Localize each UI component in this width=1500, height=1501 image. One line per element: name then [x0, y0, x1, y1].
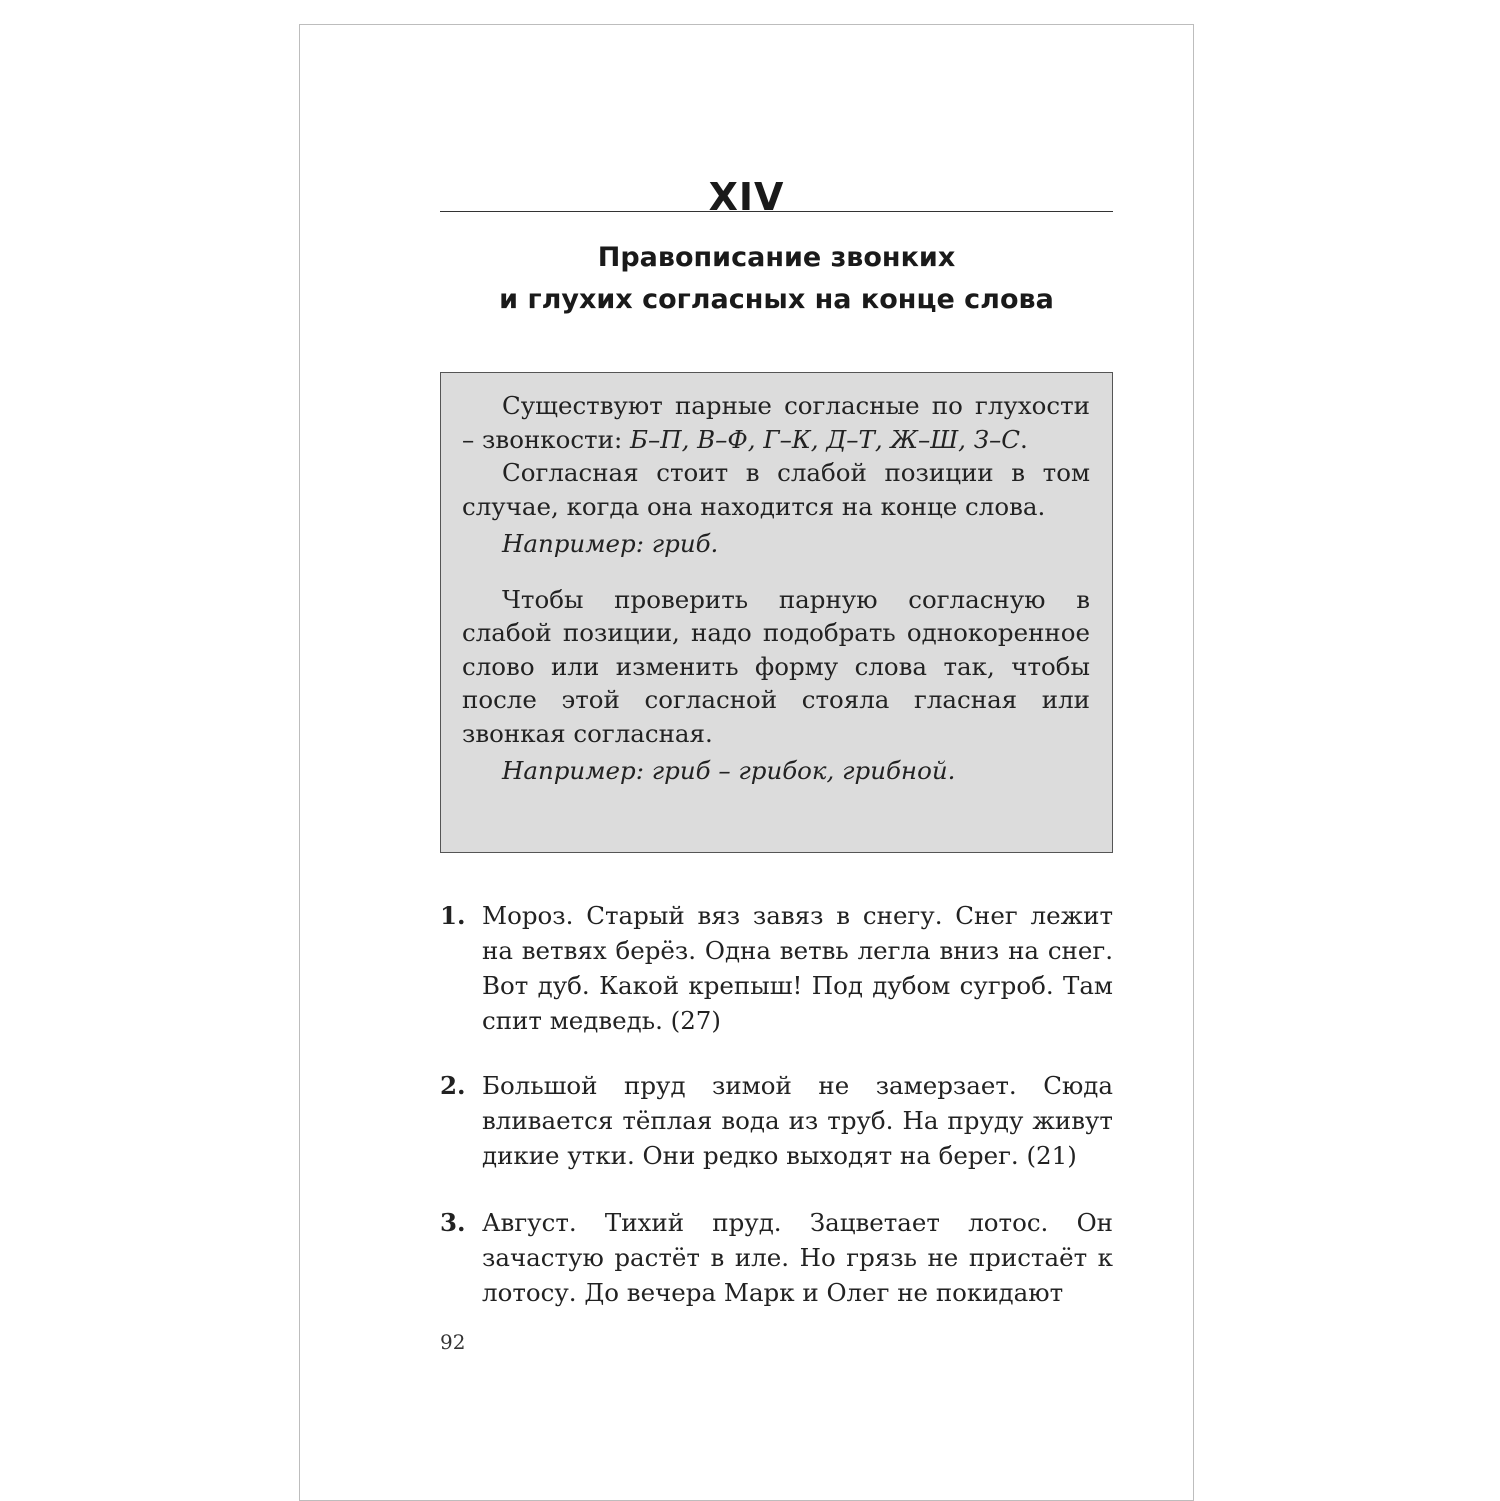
rule-paragraph-3: Чтобы проверить парную согласную в слабой позиции, надо подобрать однокоренное слово или изменить форму слова так, чтобы после этой согласной стояла гласная или звонкая согласная.	[462, 584, 1090, 748]
exercise-2	[440, 1068, 1113, 1173]
exercise-text: Август. Тихий пруд. Зацветает лотос. Он зачастую растёт в иле. Но грязь не пристаёт к лотосу. До вечера Марк и Олег не покидают	[482, 1208, 1113, 1307]
rule-paragraph-1	[462, 389, 1090, 456]
exercise-text: Большой пруд зимой не замерзает. Сюда вливается тёплая вода из труб. На пруду живут дикие утки. Они редко выходят на берег. (21)	[482, 1071, 1113, 1170]
chapter-title	[440, 237, 1113, 321]
chapter-divider	[440, 211, 1113, 212]
rule-example-1: Например: гриб.	[502, 529, 719, 558]
rule-paragraph-1-end: .	[1020, 424, 1028, 454]
exercise-3	[440, 1205, 1113, 1310]
rule-paragraph-2: Согласная стоит в слабой позиции в том случае, когда она находится на конце слова.	[462, 458, 1090, 521]
exercise-number: 2.	[440, 1071, 466, 1100]
rule-box	[440, 372, 1113, 853]
exercise-1	[440, 898, 1113, 1038]
rule-paragraph-1-text: Существуют парные согласные по глухости – звонкости:	[462, 391, 1090, 454]
rule-example-2: Например: гриб – грибок, грибной.	[502, 756, 956, 785]
exercise-number: 1.	[440, 901, 466, 930]
exercise-number: 3.	[440, 1208, 466, 1237]
book-page	[299, 24, 1194, 1501]
chapter-title-line-2: и глухих согласных на конце слова	[499, 284, 1054, 315]
page-number: 92	[440, 1330, 466, 1354]
exercise-text: Мороз. Старый вяз завяз в снегу. Снег лежит на ветвях берёз. Одна ветвь легла вниз на снег. Вот дуб. Какой крепыш! Под дубом сугроб. Там спит медведь. (27)	[482, 901, 1113, 1035]
chapter-title-line-1: Правописание звонких	[597, 242, 956, 273]
consonant-pairs: Б–П, В–Ф, Г–К, Д–Т, Ж–Ш, З–С	[629, 424, 1021, 454]
chapter-number: XIV	[708, 175, 785, 219]
